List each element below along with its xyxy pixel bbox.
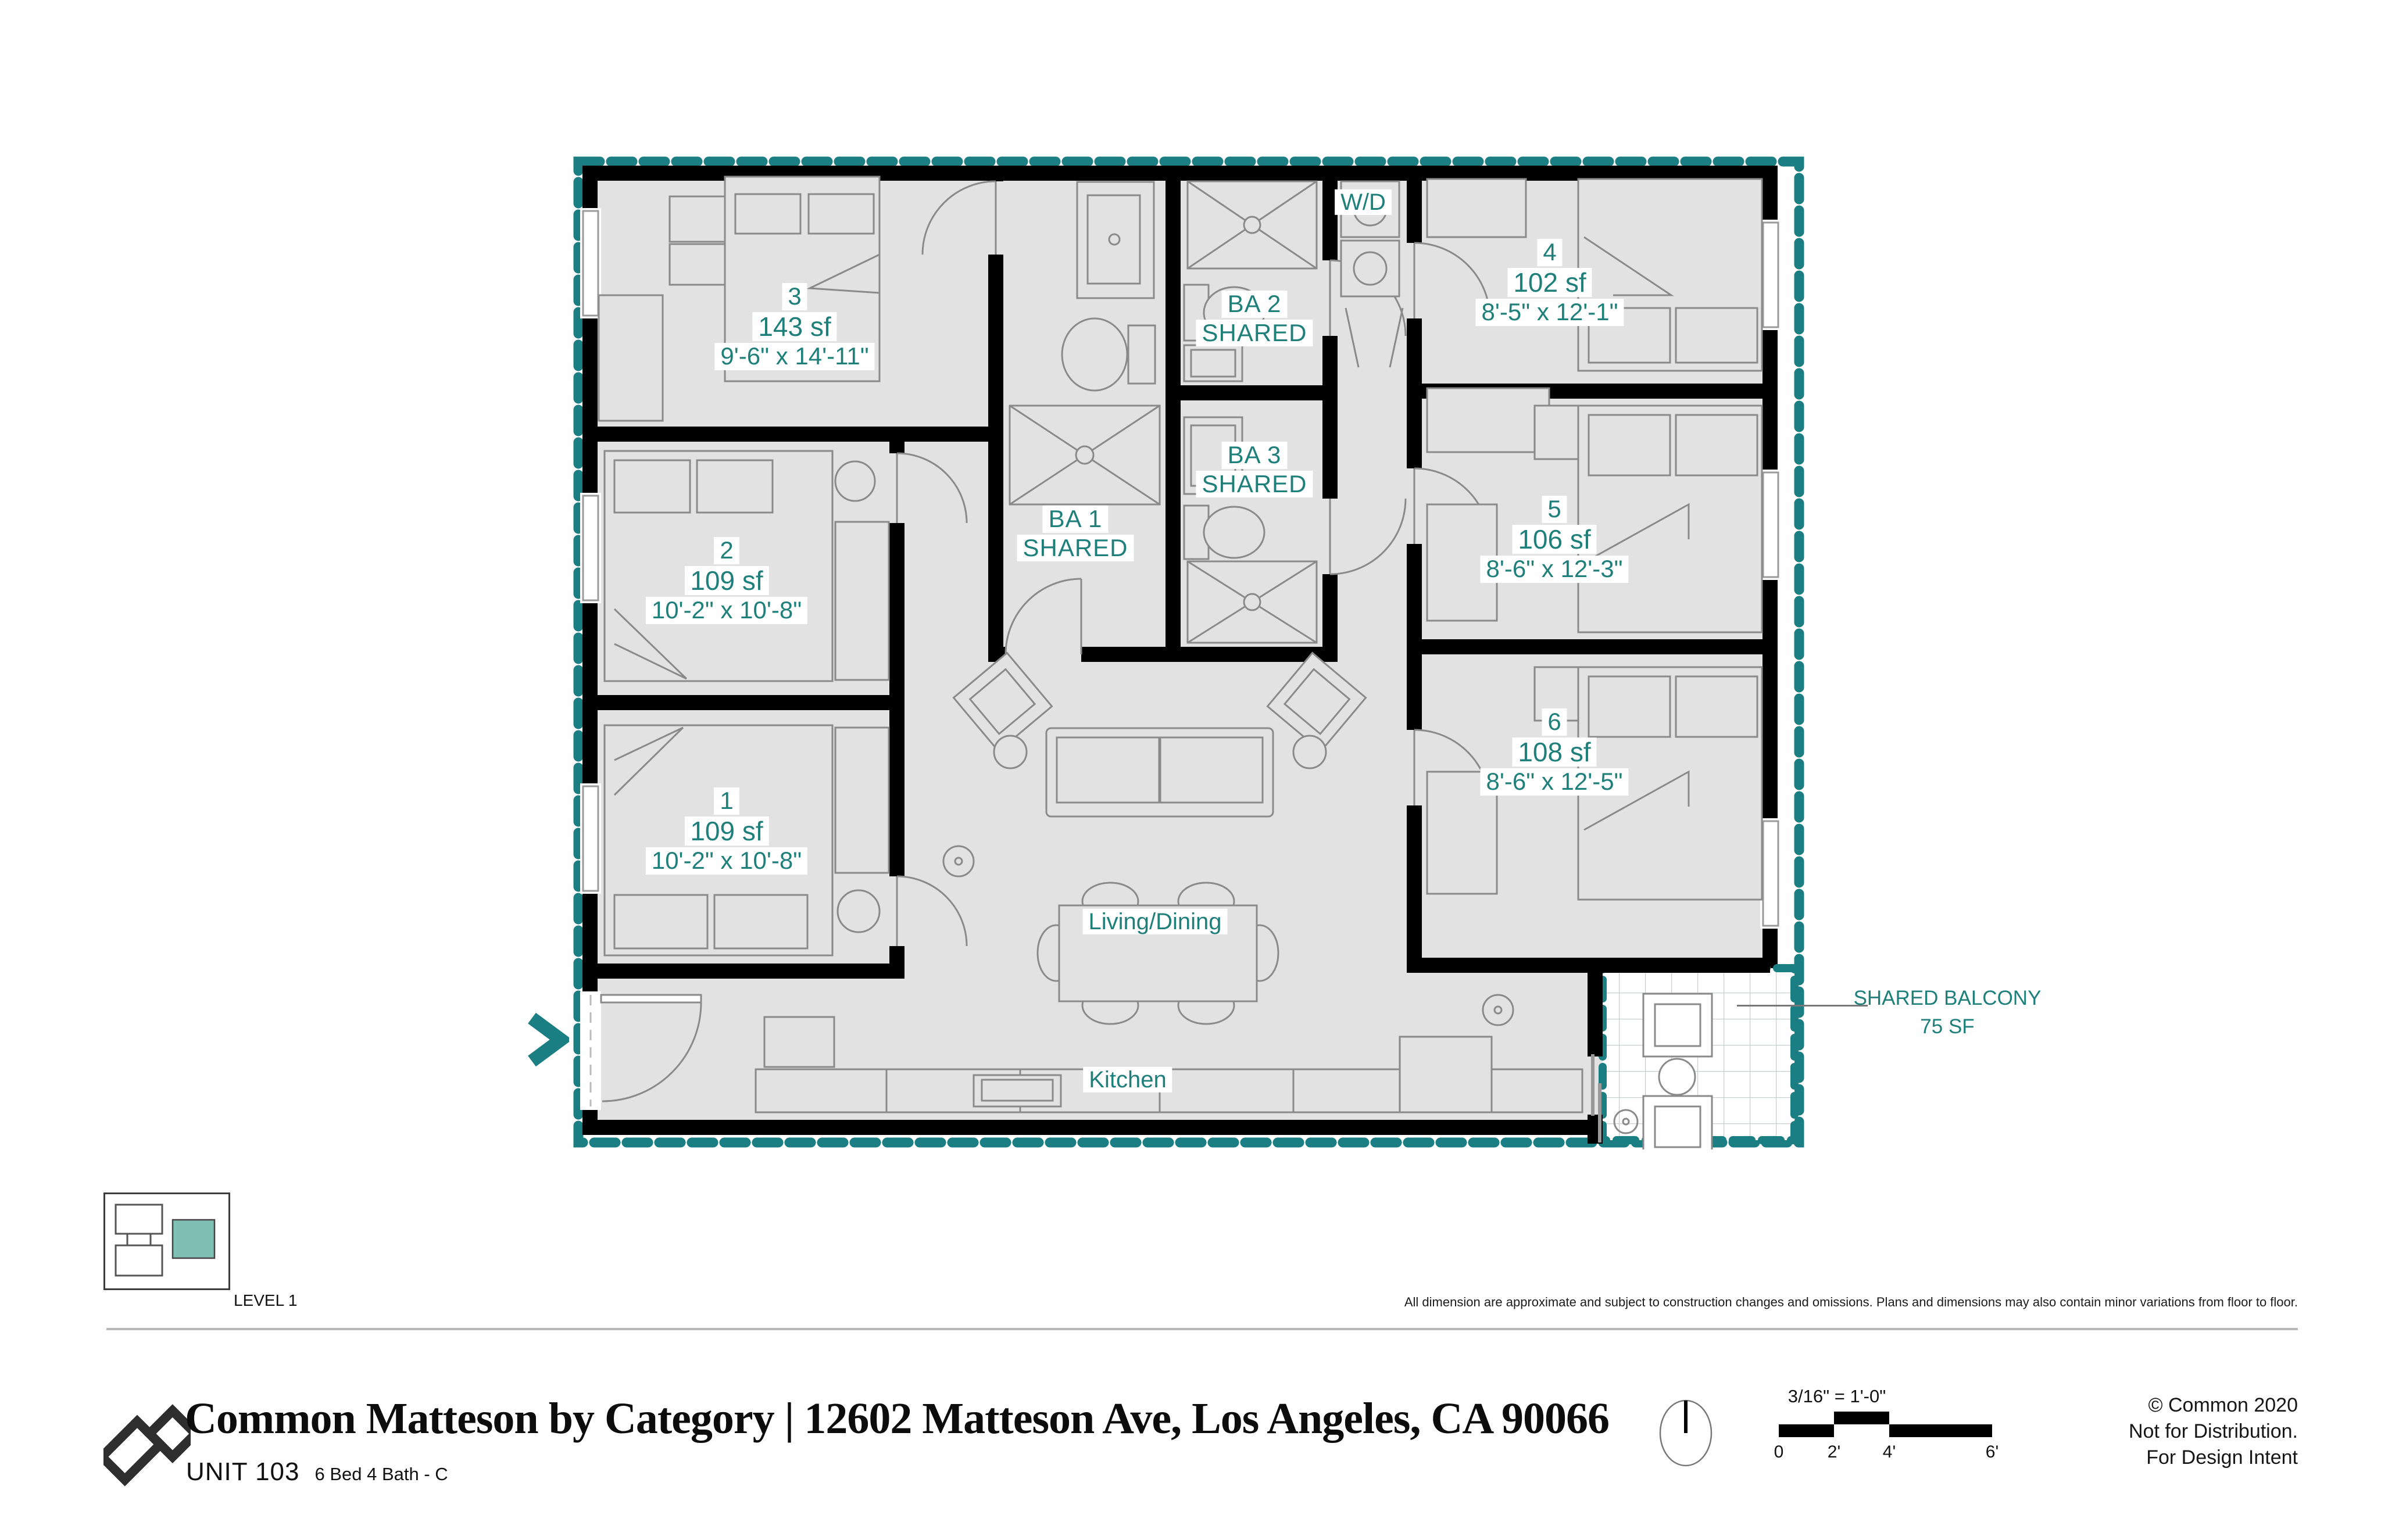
- north-arrow-icon: [1657, 1395, 1715, 1468]
- scale-tick-2: 2': [1827, 1442, 1841, 1462]
- window-icon: [580, 493, 601, 603]
- bedroom-3-label: 3 143 sf 9'-6" x 14'-11": [714, 283, 874, 370]
- stool-icon: [835, 461, 875, 501]
- fridge-icon: [764, 1017, 834, 1067]
- wardrobe-icon: [835, 728, 889, 873]
- living-dining-label: Living/Dining: [1082, 909, 1227, 934]
- window-icon: [1760, 220, 1781, 330]
- toilet-icon: [1062, 318, 1155, 391]
- scale-tick-4: 4': [1882, 1442, 1896, 1462]
- bedroom-5-label: 5 106 sf 8'-6" x 12'-3": [1481, 496, 1629, 583]
- bathroom-2-label: BA 2 SHARED: [1196, 291, 1313, 346]
- unit-description: 6 Bed 4 Bath - C: [314, 1464, 448, 1484]
- side-table-icon: [1293, 736, 1326, 768]
- bedroom-6-label: 6 108 sf 8'-6" x 12'-5": [1481, 708, 1629, 796]
- level-label: LEVEL 1: [234, 1291, 298, 1309]
- divider-line: [106, 1328, 2298, 1330]
- common-logo-icon: [103, 1390, 191, 1489]
- unit-number: UNIT 103: [186, 1457, 300, 1486]
- window-icon: [580, 783, 601, 894]
- shower-icon: [1188, 181, 1317, 268]
- shower-icon: [1188, 561, 1317, 643]
- window-icon: [1760, 818, 1781, 929]
- sink-icon: [974, 1075, 1061, 1106]
- copyright-line: © Common 2020: [2148, 1394, 2298, 1416]
- balcony-label: SHARED BALCONY 75 SF: [1853, 987, 2042, 1038]
- stool-icon: [838, 890, 880, 932]
- side-table-icon: [994, 736, 1027, 768]
- balcony-leader-line: [1737, 1005, 1868, 1007]
- sink-icon: [1184, 345, 1242, 381]
- entry-arrow-icon: [525, 1012, 569, 1067]
- scale-tick-0: 0: [1774, 1442, 1784, 1462]
- sofa-icon: [1046, 728, 1273, 816]
- kitchen-label: Kitchen: [1083, 1067, 1172, 1093]
- key-plan: [103, 1192, 230, 1290]
- sink-icon: [1077, 182, 1154, 298]
- bedroom-2-label: 2 109 sf 10'-2" x 10'-8": [646, 537, 807, 624]
- bathroom-1-label: BA 1 SHARED: [1017, 506, 1134, 561]
- washer-dryer-label: W/D: [1335, 189, 1392, 215]
- window-icon: [1760, 470, 1781, 580]
- desk-icon: [1427, 388, 1549, 452]
- key-plan-unit-highlight: [173, 1220, 214, 1258]
- bedroom-1-label: 1 109 sf 10'-2" x 10'-8": [646, 787, 807, 875]
- outdoor-table-icon: [1659, 1059, 1695, 1095]
- copyright-line: For Design Intent: [2146, 1446, 2298, 1469]
- scale-tick-6: 6': [1985, 1442, 1999, 1462]
- unit-info: [186, 1457, 448, 1487]
- sheet-title: Common Matteson by Category | 12602 Matteson Ave, Los Angeles, CA 90066: [185, 1394, 1610, 1443]
- bathroom-3-label: BA 3 SHARED: [1196, 442, 1313, 497]
- kitchen-island: [1400, 1037, 1492, 1112]
- shower-icon: [1010, 406, 1160, 504]
- copyright-line: Not for Distribution.: [2129, 1420, 2298, 1443]
- scale-caption: 3/16" = 1'-0": [1787, 1386, 1886, 1406]
- outdoor-chair-icon: [1643, 994, 1712, 1056]
- bedroom-4-label: 4 102 sf 8'-5" x 12'-1": [1476, 239, 1624, 326]
- disclaimer-text: All dimension are approximate and subject to construction changes and omissions. Plans and dimensions may also contain minor variations from floor to floor.: [1404, 1295, 2298, 1309]
- copyright-block: [1936, 1392, 2298, 1471]
- outdoor-chair-icon: [1643, 1096, 1712, 1149]
- wardrobe-icon: [835, 522, 889, 680]
- toilet-icon: [1184, 506, 1264, 559]
